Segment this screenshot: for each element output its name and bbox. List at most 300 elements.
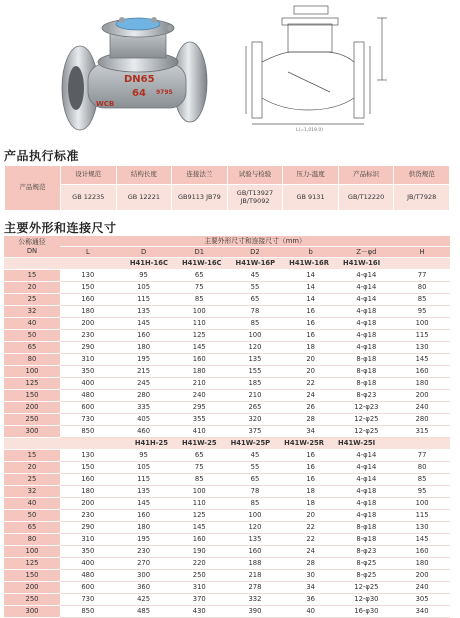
col-header-D1: D1: [171, 247, 227, 258]
dn-cell: 20: [4, 282, 60, 294]
model-list: [60, 438, 450, 450]
dimension-cell: 20: [283, 366, 339, 378]
dimension-cell: 120: [227, 522, 283, 534]
dimension-cell: 270: [116, 558, 172, 570]
dimension-cell: 65: [171, 270, 227, 282]
dn-header: 公称通径 DN: [4, 236, 60, 258]
dimension-cell: 22: [283, 534, 339, 546]
dimension-cell: 115: [116, 294, 172, 306]
std-value-pressure: GB 9131: [283, 185, 339, 211]
dimension-cell: 180: [116, 342, 172, 354]
dimension-cell: 18: [283, 486, 339, 498]
dimension-cell: 100: [171, 486, 227, 498]
dimension-cell: 110: [171, 318, 227, 330]
model-name: H41W-16I: [343, 259, 381, 267]
model-name: H41W-16R: [289, 259, 330, 267]
dimension-cell: 65: [227, 294, 283, 306]
dimension-cell: 4-φ18: [339, 510, 395, 522]
dimension-cell: 77: [394, 270, 450, 282]
dimension-cell: 135: [116, 306, 172, 318]
dimension-cell: 8-φ18: [339, 522, 395, 534]
dimension-cell: 210: [171, 378, 227, 390]
dimension-cell: 20: [283, 510, 339, 522]
dimension-cell: 315: [394, 426, 450, 438]
table-row: [4, 270, 450, 282]
dimension-cell: 218: [227, 570, 283, 582]
dimension-cell: 30: [283, 570, 339, 582]
dimension-cell: 26: [283, 402, 339, 414]
dimension-cell: 190: [171, 546, 227, 558]
dimension-cell: 16: [283, 462, 339, 474]
dimension-cell: 100: [171, 306, 227, 318]
dimension-cell: 125: [171, 510, 227, 522]
dimension-cell: 850: [60, 606, 116, 618]
dimension-cell: 400: [60, 558, 116, 570]
dimension-cell: 280: [394, 414, 450, 426]
dimension-cell: 4-φ18: [339, 318, 395, 330]
dimension-group-header: 主要外形尺寸和连接尺寸（mm）: [60, 236, 450, 247]
dimension-cell: 75: [171, 462, 227, 474]
dn-cell: 32: [4, 486, 60, 498]
dimension-cell: 85: [227, 318, 283, 330]
dimension-cell: 45: [227, 270, 283, 282]
dn-cell: 25: [4, 294, 60, 306]
dn-cell: 200: [4, 402, 60, 414]
dimension-cell: 180: [60, 486, 116, 498]
dimension-cell: 14: [283, 282, 339, 294]
dimension-cell: 195: [116, 354, 172, 366]
dimension-cell: 425: [116, 594, 172, 606]
dn-cell: 250: [4, 414, 60, 426]
dimension-cell: 185: [227, 378, 283, 390]
dimension-cell: 180: [60, 306, 116, 318]
dimension-cell: 230: [60, 510, 116, 522]
dimensions-table: [4, 236, 450, 618]
dimension-cell: 485: [116, 606, 172, 618]
col-header-H: H: [394, 247, 450, 258]
table-row: [4, 282, 450, 294]
table-row: [4, 510, 450, 522]
dimension-cell: 85: [171, 474, 227, 486]
dimension-cell: 230: [116, 546, 172, 558]
dimension-cell: 105: [116, 282, 172, 294]
dimension-cell: 78: [227, 306, 283, 318]
dn-cell: 150: [4, 390, 60, 402]
dn-cell: 300: [4, 426, 60, 438]
dimension-cell: 4-φ18: [339, 498, 395, 510]
std-header-marking: 产品标识: [338, 166, 394, 185]
dimension-cell: 40: [283, 606, 339, 618]
dimension-cell: 8-φ23: [339, 390, 395, 402]
table-row: [4, 342, 450, 354]
dimension-cell: 160: [171, 354, 227, 366]
dimension-cell: 130: [60, 270, 116, 282]
dimension-cell: 290: [60, 342, 116, 354]
dimension-cell: 295: [171, 402, 227, 414]
dimension-cell: 480: [60, 390, 116, 402]
table-row: [4, 414, 450, 426]
dn-cell: 80: [4, 534, 60, 546]
dn-cell: 80: [4, 354, 60, 366]
model-name: H41W-25: [181, 439, 217, 447]
dimension-cell: 160: [60, 474, 116, 486]
dimension-cell: 250: [171, 570, 227, 582]
dimension-cell: 410: [171, 426, 227, 438]
dn-cell: 200: [4, 582, 60, 594]
std-value-length: GB 12221: [116, 185, 172, 211]
dimension-cell: 14: [283, 294, 339, 306]
dimension-cell: 8-φ25: [339, 558, 395, 570]
table-row: [4, 522, 450, 534]
dimension-cell: 8-φ23: [339, 546, 395, 558]
dimension-cell: 22: [283, 378, 339, 390]
std-header-design: 设计规范: [61, 166, 117, 185]
dimension-cell: 28: [283, 558, 339, 570]
std-header-pressure: 压力-温度: [283, 166, 339, 185]
dimension-cell: 145: [116, 318, 172, 330]
model-row-spacer: [4, 258, 60, 270]
dimension-cell: 8-φ18: [339, 366, 395, 378]
dimension-cell: 160: [116, 510, 172, 522]
dimension-cell: 180: [394, 558, 450, 570]
dimension-cell: 210: [227, 390, 283, 402]
dimension-cell: 65: [171, 450, 227, 462]
dimension-cell: 730: [60, 414, 116, 426]
dimension-cell: 4-φ14: [339, 450, 395, 462]
table-row: [4, 318, 450, 330]
dimension-cell: 120: [227, 342, 283, 354]
dimension-cell: 355: [171, 414, 227, 426]
dimension-cell: 405: [116, 414, 172, 426]
dn-cell: 50: [4, 510, 60, 522]
dimension-cell: 100: [394, 318, 450, 330]
dimension-cell: 14: [283, 270, 339, 282]
valve-photo: [52, 2, 212, 134]
dn-cell: 150: [4, 570, 60, 582]
std-value-supply: JB/T7928: [394, 185, 450, 211]
dimension-cell: 78: [227, 486, 283, 498]
std-header-flange: 连接法兰: [172, 166, 228, 185]
dimension-cell: 95: [394, 306, 450, 318]
dimension-cell: 55: [227, 282, 283, 294]
dimension-cell: 135: [227, 354, 283, 366]
dn-cell: 100: [4, 366, 60, 378]
dimension-cell: 28: [283, 414, 339, 426]
dimension-cell: 215: [116, 366, 172, 378]
dimension-cell: 240: [394, 402, 450, 414]
table-row: [4, 306, 450, 318]
dimension-cell: 95: [394, 486, 450, 498]
dimension-cell: 150: [60, 462, 116, 474]
model-name: H41W-25P: [230, 439, 271, 447]
dimension-cell: 278: [227, 582, 283, 594]
std-value-test: GB/T13927 JB/T9092: [227, 185, 283, 211]
dimension-cell: 24: [283, 390, 339, 402]
dimension-cell: 12-φ25: [339, 426, 395, 438]
dimension-cell: 130: [394, 522, 450, 534]
std-value-marking: GB/T12220: [338, 185, 394, 211]
col-header-b: b: [283, 247, 339, 258]
dimension-cell: 850: [60, 426, 116, 438]
dimension-cell: 332: [227, 594, 283, 606]
dimension-cell: 34: [283, 582, 339, 594]
dimension-cell: 145: [171, 342, 227, 354]
dimension-cell: 155: [227, 366, 283, 378]
dimension-cell: 375: [227, 426, 283, 438]
table-row: [4, 546, 450, 558]
dn-cell: 15: [4, 450, 60, 462]
dimension-cell: 280: [116, 390, 172, 402]
dimension-cell: 16: [283, 306, 339, 318]
dimension-cell: 100: [394, 498, 450, 510]
table-row: [4, 402, 450, 414]
dn-cell: 50: [4, 330, 60, 342]
dimension-cell: 85: [394, 294, 450, 306]
std-header-supply: 供货规范: [394, 166, 450, 185]
model-name: H41W-16P: [235, 259, 276, 267]
table-row: [4, 462, 450, 474]
dimension-cell: 150: [60, 282, 116, 294]
dimension-cell: 8-φ18: [339, 354, 395, 366]
dimension-cell: 310: [60, 534, 116, 546]
dimension-cell: 310: [60, 354, 116, 366]
standards-row-label: 产品规范: [5, 166, 61, 211]
dimension-cell: 160: [60, 294, 116, 306]
dimension-cell: 80: [394, 282, 450, 294]
std-value-design: GB 12235: [61, 185, 117, 211]
dimension-cell: 600: [60, 402, 116, 414]
dimension-cell: 600: [60, 582, 116, 594]
dimension-cell: 145: [171, 522, 227, 534]
dn-cell: 25: [4, 474, 60, 486]
dimension-cell: 195: [116, 534, 172, 546]
dimension-cell: 12-φ30: [339, 594, 395, 606]
dimension-cell: 16: [283, 474, 339, 486]
table-row: [4, 378, 450, 390]
table-row: [4, 474, 450, 486]
dimension-cell: 245: [116, 378, 172, 390]
dimension-cell: 12-φ25: [339, 582, 395, 594]
table-row: [4, 450, 450, 462]
dn-cell: 40: [4, 498, 60, 510]
dimension-cell: 4-φ18: [339, 342, 395, 354]
dn-cell: 20: [4, 462, 60, 474]
dimension-cell: 16: [283, 318, 339, 330]
dimension-cell: 160: [116, 330, 172, 342]
dimension-cell: 85: [171, 294, 227, 306]
body-marking-pn: 64: [132, 88, 146, 99]
dn-cell: 65: [4, 342, 60, 354]
table-row: [4, 594, 450, 606]
table-row: [4, 330, 450, 342]
dn-cell: 125: [4, 558, 60, 570]
col-header-D: D: [116, 247, 172, 258]
table-row: [4, 366, 450, 378]
dimension-cell: 200: [394, 390, 450, 402]
dimension-cell: 4-φ14: [339, 474, 395, 486]
dimension-cell: 265: [227, 402, 283, 414]
dimension-cell: 34: [283, 426, 339, 438]
dimension-cell: 320: [227, 414, 283, 426]
dimension-cell: 65: [227, 474, 283, 486]
model-row: [4, 258, 450, 270]
dimension-cell: 200: [394, 570, 450, 582]
dimension-cell: 16: [283, 450, 339, 462]
dimension-cell: 130: [394, 342, 450, 354]
dimension-cell: 460: [116, 426, 172, 438]
model-name: H41W-16C: [181, 259, 222, 267]
table-row: [4, 354, 450, 366]
table-row: [4, 486, 450, 498]
dimension-cell: 77: [394, 450, 450, 462]
dimension-cell: 100: [227, 510, 283, 522]
std-value-flange: GB9113 JB79: [172, 185, 228, 211]
dimension-cell: 8-φ18: [339, 378, 395, 390]
dn-cell: 32: [4, 306, 60, 318]
dimension-cell: 4-φ14: [339, 282, 395, 294]
std-header-test: 试验与检验: [227, 166, 283, 185]
dimension-cell: 16: [283, 330, 339, 342]
dimension-cell: 180: [116, 522, 172, 534]
model-row-spacer: [4, 438, 60, 450]
dimension-cell: 16-φ30: [339, 606, 395, 618]
dimension-cell: 340: [394, 606, 450, 618]
table-row: [4, 426, 450, 438]
dimension-cell: 240: [394, 582, 450, 594]
model-list: [60, 258, 450, 270]
dimension-cell: 22: [283, 522, 339, 534]
dimension-cell: 100: [227, 330, 283, 342]
dimension-cell: 160: [394, 546, 450, 558]
dimension-cell: 430: [171, 606, 227, 618]
dn-cell: 125: [4, 378, 60, 390]
dimension-cell: 130: [60, 450, 116, 462]
dimension-cell: 360: [116, 582, 172, 594]
dn-cell: 40: [4, 318, 60, 330]
dimension-cell: 8-φ18: [339, 534, 395, 546]
table-row: [4, 294, 450, 306]
dimension-cell: 290: [60, 522, 116, 534]
dimension-cell: 4-φ18: [339, 306, 395, 318]
table-row: [4, 390, 450, 402]
dimension-cell: 95: [116, 270, 172, 282]
dimension-cell: 390: [227, 606, 283, 618]
body-marking-code: 9795: [156, 89, 173, 96]
standards-table: [4, 165, 450, 211]
model-row: [4, 438, 450, 450]
standards-title: 产品执行标准: [4, 149, 80, 163]
model-name: H41W-25I: [338, 439, 376, 447]
dimension-cell: 12-φ25: [339, 414, 395, 426]
dimension-cell: 220: [171, 558, 227, 570]
dimension-cell: 135: [116, 486, 172, 498]
dimension-cell: 36: [283, 594, 339, 606]
table-row: [4, 606, 450, 618]
dimension-cell: 110: [171, 498, 227, 510]
table-row: [4, 558, 450, 570]
table-row: [4, 534, 450, 546]
dimension-cell: 180: [171, 366, 227, 378]
dimension-cell: 105: [116, 462, 172, 474]
dimension-cell: 145: [394, 534, 450, 546]
model-name: H41H-16C: [129, 259, 168, 267]
std-header-length: 结构长度: [116, 166, 172, 185]
dimension-cell: 18: [283, 498, 339, 510]
dimension-cell: 370: [171, 594, 227, 606]
dn-cell: 300: [4, 606, 60, 618]
col-header-D2: D2: [227, 247, 283, 258]
dn-cell: 65: [4, 522, 60, 534]
table-row: [4, 498, 450, 510]
dimension-cell: 160: [394, 366, 450, 378]
dimension-cell: 188: [227, 558, 283, 570]
dimension-cell: 200: [60, 318, 116, 330]
dimension-cell: 335: [116, 402, 172, 414]
dimension-cell: 730: [60, 594, 116, 606]
dimension-cell: 4-φ14: [339, 294, 395, 306]
dimension-cell: 18: [283, 342, 339, 354]
valve-drawing: [232, 2, 402, 134]
dn-cell: 100: [4, 546, 60, 558]
dimension-cell: 4-φ18: [339, 330, 395, 342]
dimension-cell: 4-φ14: [339, 270, 395, 282]
dimension-cell: 115: [394, 330, 450, 342]
dimension-cell: 4-φ14: [339, 462, 395, 474]
dimension-cell: 310: [171, 582, 227, 594]
dimension-cell: 240: [171, 390, 227, 402]
dimension-cell: 45: [227, 450, 283, 462]
model-name: H41H-25: [134, 439, 168, 447]
dimension-cell: 4-φ18: [339, 486, 395, 498]
product-images: [0, 0, 460, 140]
dimension-cell: 160: [227, 546, 283, 558]
dimension-cell: 145: [394, 354, 450, 366]
dimension-cell: 350: [60, 546, 116, 558]
body-marking-material: WCB: [96, 100, 115, 108]
dimension-cell: 75: [171, 282, 227, 294]
dimension-cell: 135: [227, 534, 283, 546]
dimension-cell: 95: [116, 450, 172, 462]
dimension-cell: 115: [394, 510, 450, 522]
dimension-cell: 230: [60, 330, 116, 342]
table-row: [4, 570, 450, 582]
dimension-cell: 400: [60, 378, 116, 390]
dimension-cell: 80: [394, 462, 450, 474]
col-header-L: L: [60, 247, 116, 258]
dimension-cell: 8-φ25: [339, 570, 395, 582]
dimension-cell: 480: [60, 570, 116, 582]
dimension-cell: 350: [60, 366, 116, 378]
table-row: [4, 582, 450, 594]
dimension-cell: 115: [116, 474, 172, 486]
drawing-dimension-label: L(=1,019.0): [296, 128, 323, 133]
dimension-cell: 20: [283, 354, 339, 366]
dimension-cell: 145: [116, 498, 172, 510]
col-header-bolts: Z－φd: [339, 247, 395, 258]
model-name: H41W-25R: [284, 439, 325, 447]
dimension-cell: 125: [171, 330, 227, 342]
dimension-cell: 55: [227, 462, 283, 474]
body-marking-dn: DN65: [124, 74, 155, 85]
dimension-cell: 12-φ23: [339, 402, 395, 414]
dimension-cell: 200: [60, 498, 116, 510]
dimension-cell: 160: [171, 534, 227, 546]
dn-cell: 250: [4, 594, 60, 606]
dimension-cell: 85: [227, 498, 283, 510]
dn-cell: 15: [4, 270, 60, 282]
dimensions-title: 主要外形和连接尺寸: [4, 221, 117, 235]
dimension-cell: 300: [116, 570, 172, 582]
